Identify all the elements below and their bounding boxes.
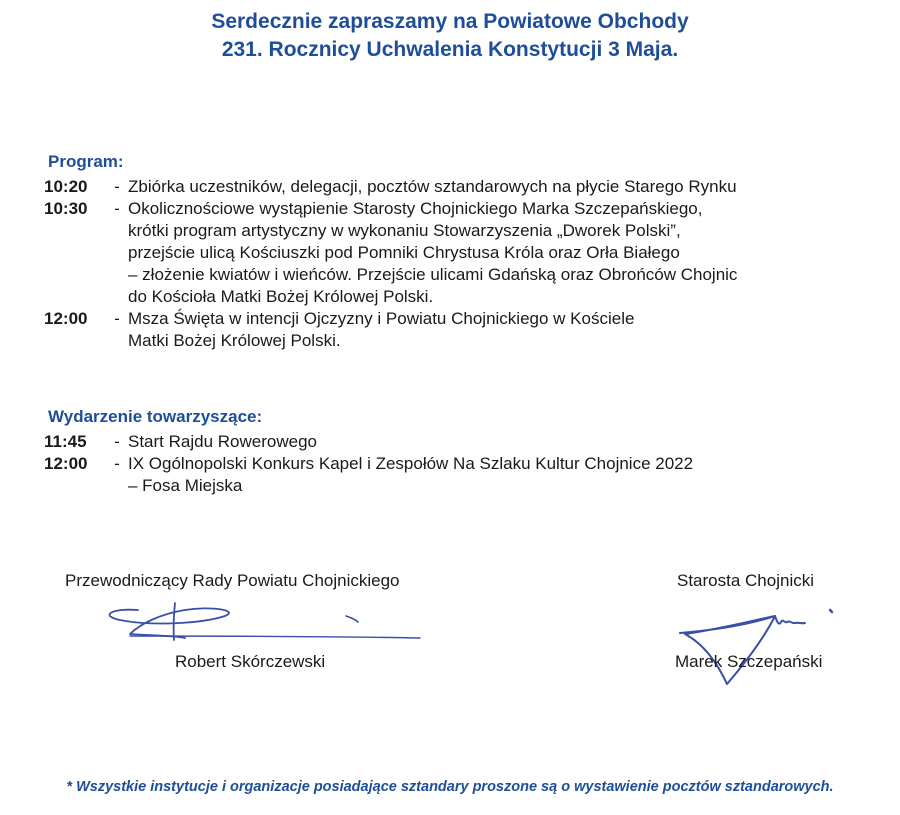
right-signatory-name: Marek Szczepański <box>675 652 823 671</box>
program-item <box>44 308 884 352</box>
program-item <box>44 176 884 198</box>
program-time: 12:00 <box>44 309 88 328</box>
program-dash: - <box>114 177 120 196</box>
right-signatory-role: Starosta Chojnicki <box>677 571 815 590</box>
side-event-text: IX Ogólnopolski Konkurs Kapel i Zespołów Na Szlaku Kultur Chojnice 2022 – Fosa Miejska <box>128 454 694 495</box>
program-text: Zbiórka uczestników, delegacji, pocztów sztandarowych na płycie Starego Rynku <box>128 177 737 196</box>
program-text: Msza Święta w intencji Ojczyzny i Powiatu Chojnickiego w Kościele Matki Bożej Królowej Polski. <box>128 309 635 350</box>
program-item <box>44 198 884 308</box>
left-signatory-name: Robert Skórczewski <box>175 652 326 671</box>
side-event-time: 12:00 <box>44 454 88 473</box>
side-event-dash: - <box>114 432 120 451</box>
program-list <box>44 176 884 352</box>
title-line-1: Serdecznie zapraszamy na Powiatowe Obchody <box>211 10 689 33</box>
title-line-2: 231. Rocznicy Uchwalenia Konstytucji 3 Maja. <box>221 38 679 61</box>
side-events-list <box>44 431 884 497</box>
program-dash: - <box>114 309 120 328</box>
program-heading: Program: <box>48 152 124 171</box>
side-events-heading: Wydarzenie towarzyszące: <box>48 407 263 426</box>
program-time: 10:30 <box>44 199 88 218</box>
left-signature <box>90 598 430 648</box>
program-text: Okolicznościowe wystąpienie Starosty Chojnickiego Marka Szczepańskiego, krótki program artystyczny w wykonaniu Stowarzyszenia „Dworek Polski”, przejście ulicą Kościuszki pod Pomniki Chrystusa Króla oraz Orła Białego – złożenie kwiatów i wieńców. Przejście ulicami Gdańską oraz Obrońców Chojnic do Kościoła Matki Bożej Królowej Polski. <box>128 199 738 306</box>
left-signatory-role: Przewodniczący Rady Powiatu Chojnickiego <box>65 571 400 590</box>
program-dash: - <box>114 199 120 218</box>
invitation-title <box>0 8 900 64</box>
side-event-item <box>44 431 884 453</box>
side-event-time: 11:45 <box>44 432 87 451</box>
side-event-item <box>44 453 884 497</box>
right-signature <box>675 608 845 690</box>
program-time: 10:20 <box>44 177 88 196</box>
footnote: * Wszystkie instytucje i organizacje posiadające sztandary proszone są o wystawienie pocztów sztandarowych. <box>66 779 834 795</box>
side-event-text: Start Rajdu Rowerowego <box>128 432 317 451</box>
side-event-dash: - <box>114 454 120 473</box>
